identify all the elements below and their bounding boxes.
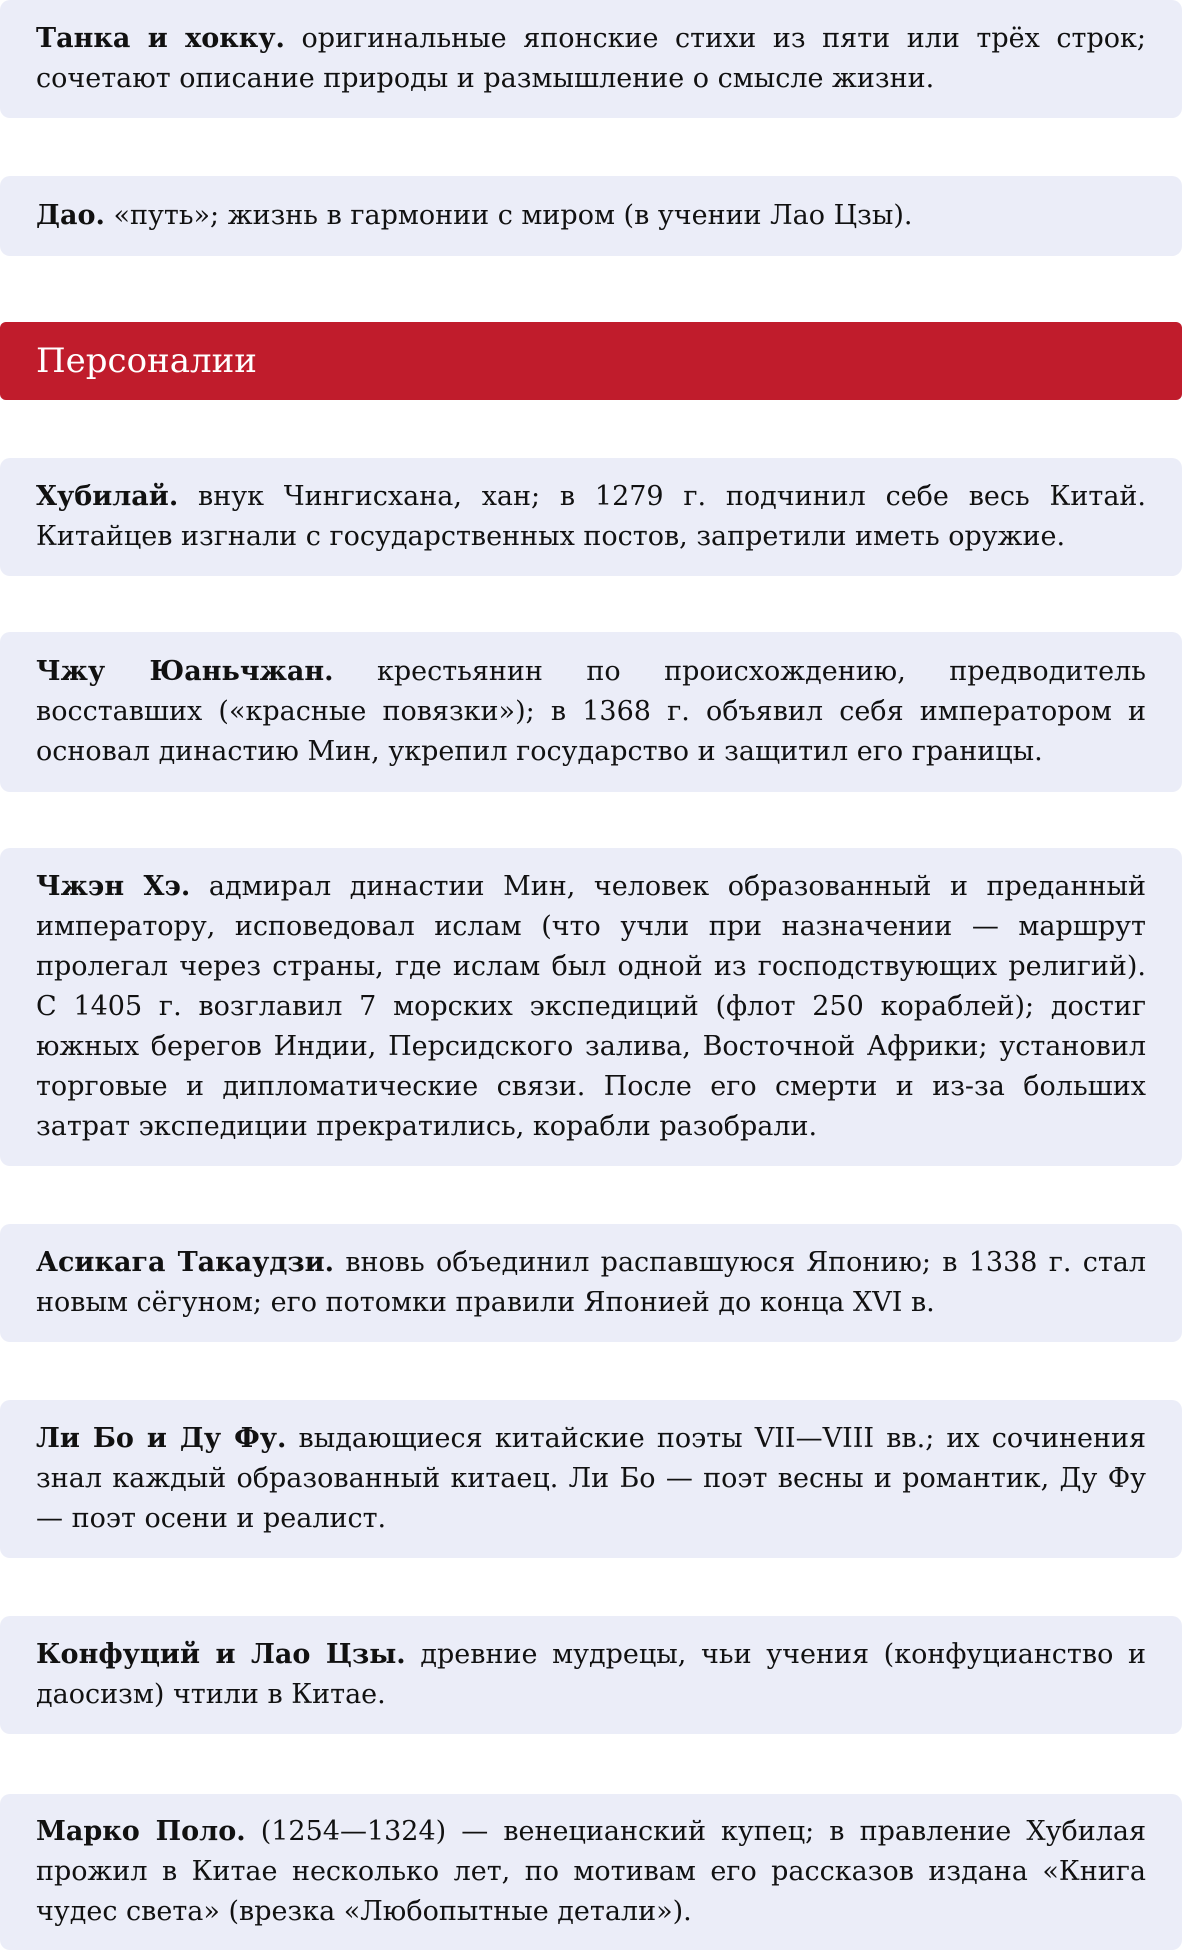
- person-entry: [36, 1635, 1146, 1715]
- person-name: Ли Бо и Ду Фу.: [36, 1423, 287, 1454]
- person-description: выдающиеся китайские поэты VII—VIII вв.; их сочинения знал каждый образованный китаец. Ли Бо — поэт весны и романтик, Ду Фу — поэт осени и реалист.: [36, 1423, 1146, 1534]
- term-title: Танка и хокку.: [36, 23, 285, 54]
- person-description: адмирал династии Мин, человек образованный и преданный императору, исповедовал ислам (что учли при назначении — маршрут пролегал через страны, где ислам был одной из господствующих религий). С 1405 г. возглавил 7 морских экспедиций (флот 250 кораблей); достиг южных берегов Индии, Персидского залива, Восточной Африки; установил торговые и дипломатические связи. После его смерти и из-за больших затрат экспедиции прекратились, корабли разобрали.: [36, 871, 1146, 1142]
- person-entry: [36, 652, 1146, 772]
- term-entry: [36, 196, 912, 236]
- person-card-marco-polo: [0, 1794, 1182, 1950]
- person-name: Чжэн Хэ.: [36, 871, 191, 902]
- person-description: внук Чингисхана, хан; в 1279 г. подчинил себе весь Китай. Китайцев изгнали с государственных постов, запретили иметь оружие.: [36, 481, 1146, 552]
- person-name: Конфуций и Лао Цзы.: [36, 1639, 406, 1670]
- person-card-li-bo-du-fu: [0, 1400, 1182, 1558]
- person-description: древние мудрецы, чьи учения (конфуцианство и даосизм) чтили в Китае.: [36, 1639, 1147, 1710]
- term-definition: «путь»; жизнь в гармонии с миром (в учении Лао Цзы).: [104, 200, 913, 231]
- term-card-tanka-hokku: [0, 0, 1182, 118]
- person-card-ashikaga-takauji: [0, 1224, 1182, 1342]
- term-title: Дао.: [36, 200, 105, 231]
- term-definition: оригинальные японские стихи из пяти или трёх строк; сочетают описание природы и размышление о смысле жизни.: [36, 23, 1146, 94]
- person-entry: [36, 477, 1146, 557]
- person-description: крестьянин по происхождению, предводитель восставших («красные повязки»); в 1368 г. объявил себя императором и основал династию Мин, укрепил государство и защитил его границы.: [36, 656, 1146, 767]
- person-entry: [36, 1419, 1146, 1539]
- person-name: Чжу Юаньчжан.: [36, 656, 334, 687]
- person-card-confucius-laozi: [0, 1616, 1182, 1734]
- person-card-khubilai: [0, 458, 1182, 576]
- person-name: Асикага Такаудзи.: [36, 1247, 335, 1278]
- person-description: (1254—1324) — венецианский купец; в правление Хубилая прожил в Китае несколько лет, по мотивам его рассказов издана «Книга чудес света» (врезка «Любопытные детали»).: [36, 1816, 1146, 1927]
- term-entry: [36, 19, 1146, 99]
- person-entry: [36, 867, 1146, 1147]
- person-card-zheng-he: [0, 848, 1182, 1166]
- person-name: Марко Поло.: [36, 1816, 246, 1847]
- person-entry: [36, 1812, 1146, 1932]
- section-title: Персоналии: [36, 341, 257, 381]
- term-card-dao: [0, 176, 1182, 256]
- person-description: вновь объединил распавшуюся Японию; в 1338 г. стал новым сёгуном; его потомки правили Японией до конца XVI в.: [36, 1247, 1146, 1318]
- person-card-zhu-yuanzhang: [0, 632, 1182, 792]
- person-entry: [36, 1243, 1146, 1323]
- person-name: Хубилай.: [36, 481, 179, 512]
- section-banner-personalii: [0, 322, 1182, 400]
